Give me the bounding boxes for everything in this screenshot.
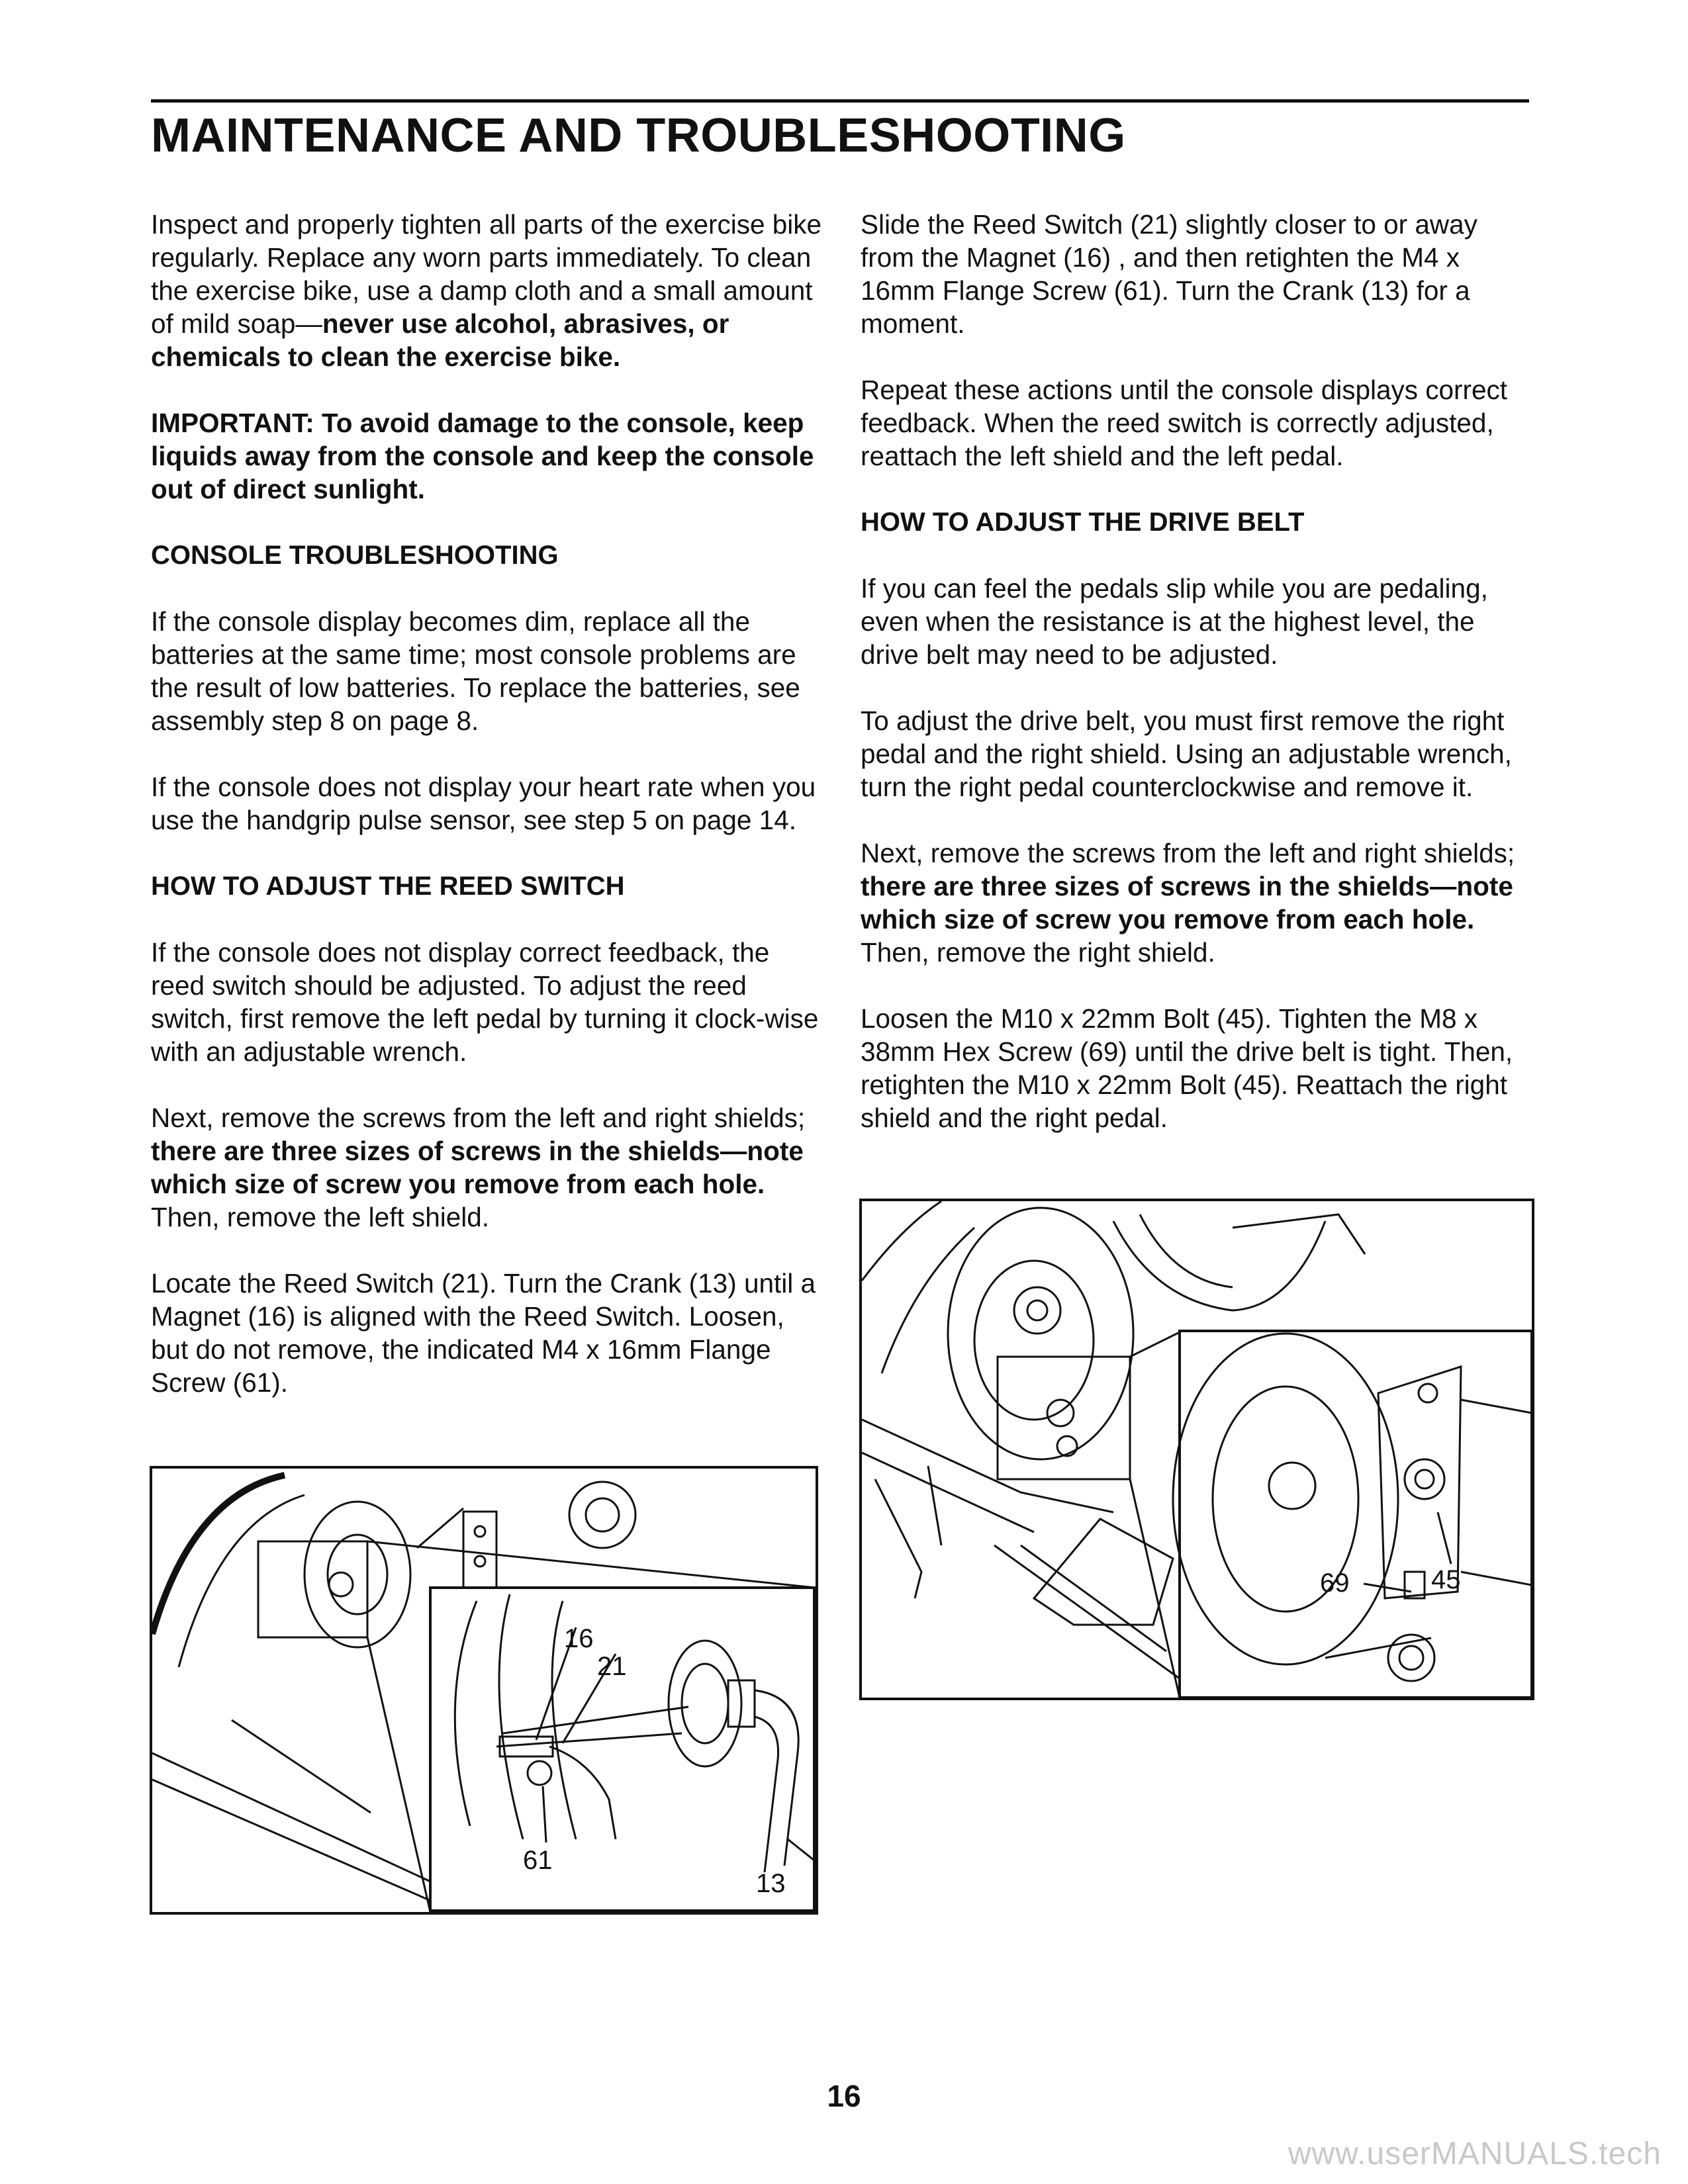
callout-hex-screw: 69 bbox=[1320, 1569, 1350, 1598]
callout-bolt: 45 bbox=[1431, 1565, 1461, 1594]
watermark: www.userMANUALS.tech bbox=[1288, 2136, 1662, 2171]
callout-crank: 13 bbox=[756, 1869, 786, 1898]
heading-reed-switch: HOW TO ADJUST THE REED SWITCH bbox=[151, 872, 625, 901]
paragraph-reed-remove-pedal: If the console does not display correct feedback, the reed switch should be adjusted. To adjust the reed switch, first remove the left pedal by turning it clock-wise with an adjustable wrench. bbox=[151, 937, 819, 1067]
paragraph-console-heart-rate: If the console does not display your heart rate when you use the handgrip pulse sensor, see step 5 on page 14. bbox=[151, 772, 816, 835]
title-rule bbox=[151, 99, 1529, 103]
important-notice: IMPORTANT: To avoid damage to the console, keep liquids away from the console and keep the console out of direct sunlight. bbox=[151, 408, 814, 504]
paragraph-reed-locate: Locate the Reed Switch (21). Turn the Crank (13) until a Magnet (16) is aligned with the Reed Switch. Loosen, but do not remove, the indicated M4 x 16mm Flange Screw (61). bbox=[151, 1268, 816, 1398]
page-number: 16 bbox=[827, 2079, 861, 2113]
callout-reed-switch: 21 bbox=[597, 1652, 627, 1681]
left-column bbox=[151, 208, 826, 1432]
drive-belt-illustration bbox=[862, 1201, 1532, 1698]
paragraph-belt-remove-pedal: To adjust the drive belt, you must first remove the right pedal and the right shield. Using an adjustable wrench, turn the right pedal counterclockwise and remove it. bbox=[861, 705, 1512, 802]
right-column bbox=[861, 208, 1536, 1167]
page-title: MAINTENANCE AND TROUBLESHOOTING bbox=[151, 109, 1126, 162]
figure-drive-belt bbox=[859, 1199, 1534, 1700]
paragraph-reed-remove-shield: Next, remove the screws from the left and right shields; there are three sizes of screws in the shields—note which size of screw you remove from each hole. Then, remove the left shield. bbox=[151, 1103, 806, 1232]
heading-drive-belt: HOW TO ADJUST THE DRIVE BELT bbox=[861, 508, 1305, 537]
figure-reed-switch bbox=[150, 1466, 818, 1915]
paragraph-belt-tighten: Loosen the M10 x 22mm Bolt (45). Tighten the M8 x 38mm Hex Screw (69) until the drive belt is tight. Then, retighten the M10 x 22mm Bolt (45). Reattach the right shield and the right pedal. bbox=[861, 1003, 1513, 1133]
paragraph-belt-remove-shield: Next, remove the screws from the left and right shields; there are three sizes of screws in the shields—note which size of screw you remove from each hole. Then, remove the right shield. bbox=[861, 838, 1515, 968]
callout-magnet: 16 bbox=[564, 1624, 594, 1653]
reed-switch-illustration bbox=[152, 1469, 816, 1912]
paragraph-console-batteries: If the console display becomes dim, replace all the batteries at the same time; most console problems are the result of low batteries. To replace the batteries, see assembly step 8 on page 8. bbox=[151, 606, 800, 736]
paragraph-reed-repeat: Repeat these actions until the console displays correct feedback. When the reed switch is correctly adjusted, reattach the left shield and the left pedal. bbox=[861, 375, 1508, 471]
paragraph-reed-slide: Slide the Reed Switch (21) slightly closer to or away from the Magnet (16) , and then retighten the M4 x 16mm Flange Screw (61). Turn the Crank (13) for a moment. bbox=[861, 209, 1477, 339]
paragraph-belt-slip: If you can feel the pedals slip while you are pedaling, even when the resistance is at the highest level, the drive belt may need to be adjusted. bbox=[861, 573, 1488, 670]
paragraph-cleaning: Inspect and properly tighten all parts of the exercise bike regularly. Replace any worn parts immediately. To clean the exercise bike, use a damp cloth and a small amount of mild soap—never use alcohol, abrasives, or chemicals to clean the exercise bike. bbox=[151, 209, 822, 372]
heading-console-troubleshooting: CONSOLE TROUBLESHOOTING bbox=[151, 541, 559, 570]
callout-flange-screw: 61 bbox=[523, 1846, 553, 1875]
